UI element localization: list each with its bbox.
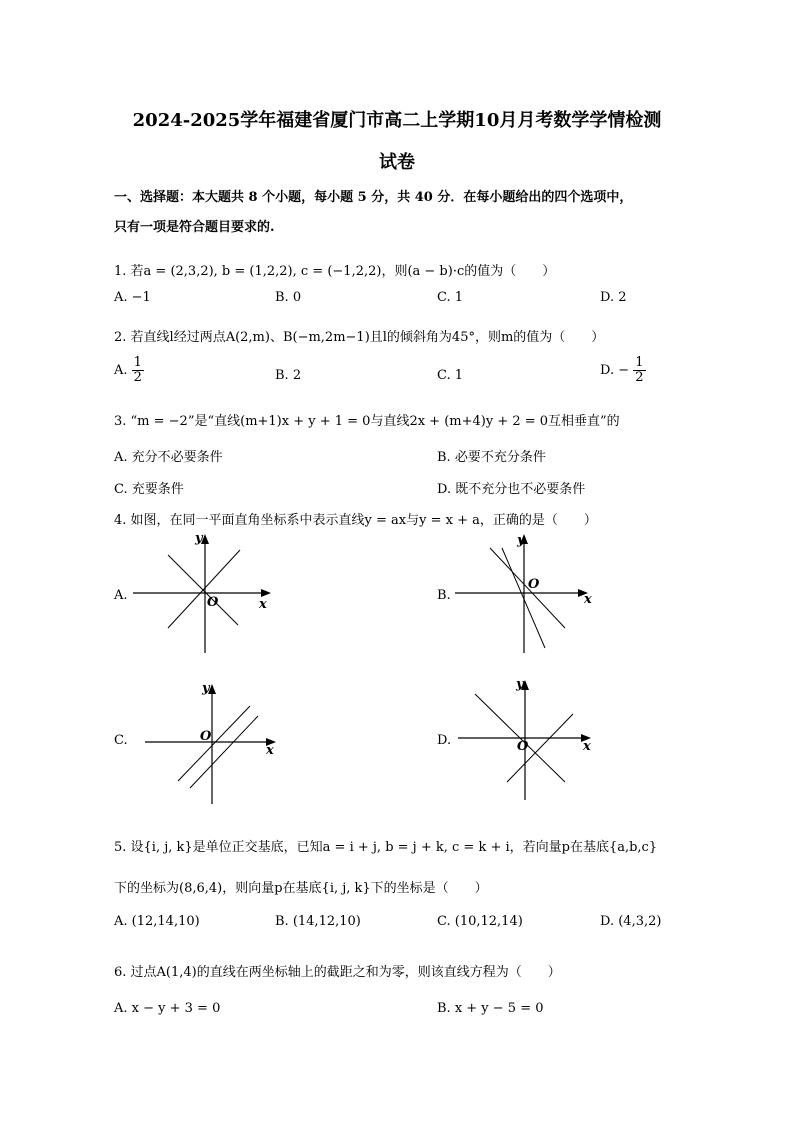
- exam-title-line2: 试卷: [379, 152, 415, 173]
- exam-title-line1: 2024-2025学年福建省厦门市高二上学期10月月考数学学情检测: [132, 110, 662, 131]
- question-4-option-c-label: C.: [114, 733, 128, 748]
- question-4-option-d-label: D.: [437, 733, 452, 748]
- question-5-stem: 5. 设{i, j, k}是单位正交基底，已知a = i + j, b = j + k, c = k + i，若向量p在基底{a,b,c}: [114, 840, 658, 855]
- fraction-numerator: 1: [133, 355, 142, 370]
- question-1-stem: 1. 若a = (2,3,2), b = (1,2,2), c = (−1,2,2)，则(a − b)·c的值为（ ）: [114, 264, 556, 279]
- question-6-option-b: B. x + y − 5 = 0: [437, 1001, 544, 1016]
- section1-instructions: 一、选择题：本大题共 8 个小题，每小题 5 分，共 40 分．在每小题给出的四个选项中，: [114, 190, 633, 205]
- question-4-figure-c: [140, 676, 290, 806]
- fraction-neg-one-half: [633, 356, 645, 385]
- question-2-option-a: [114, 356, 144, 385]
- question-2-option-c: C. 1: [437, 368, 464, 383]
- option-a-label: A.: [114, 363, 128, 378]
- question-1-option-d: D. 2: [600, 290, 627, 305]
- question-6-stem: 6. 过点A(1,4)的直线在两坐标轴上的截距之和为零，则该直线方程为（ ）: [114, 965, 561, 980]
- question-5-option-c: C. (10,12,14): [437, 914, 523, 929]
- origin-label: O: [207, 595, 219, 610]
- x-axis-label: x: [259, 597, 267, 612]
- section1-instructions-cont: 只有一项是符合题目要求的.: [114, 220, 275, 235]
- question-4-option-b-label: B.: [437, 588, 451, 603]
- question-2-option-d: [600, 356, 646, 385]
- question-1-option-a: A. −1: [114, 290, 151, 305]
- question-3-option-c: C. 充要条件: [114, 482, 184, 497]
- origin-label: O: [200, 729, 212, 744]
- question-5-option-b: B. (14,12,10): [275, 914, 361, 929]
- x-axis-label: x: [583, 739, 591, 754]
- origin-label: O: [517, 739, 529, 754]
- fraction-one-half: [132, 356, 144, 385]
- question-4-figure-d: [455, 672, 605, 802]
- question-1-option-c: C. 1: [437, 290, 464, 305]
- question-3-option-d: D. 既不充分也不必要条件: [437, 482, 586, 497]
- question-1-option-b: B. 0: [275, 290, 302, 305]
- y-axis-label: y: [517, 533, 525, 548]
- origin-label: O: [528, 577, 540, 592]
- x-axis-label: x: [584, 592, 592, 607]
- question-4-figure-b: [450, 528, 610, 658]
- question-4-option-a-label: A.: [114, 588, 128, 603]
- y-axis-label: y: [195, 531, 203, 546]
- question-5-option-d: D. (4,3,2): [600, 914, 662, 929]
- x-axis-label: x: [266, 743, 274, 758]
- question-2-option-b: B. 2: [275, 368, 302, 383]
- y-axis-label: y: [516, 677, 524, 692]
- fraction-denominator: 2: [635, 370, 644, 385]
- fraction-denominator: 2: [133, 370, 142, 385]
- question-4-figure-a: [125, 528, 285, 658]
- question-3-stem: 3. “m = −2”是“直线(m+1)x + y + 1 = 0与直线2x + (m+4)y + 2 = 0互相垂直”的: [114, 414, 620, 429]
- question-2-stem: 2. 若直线l经过两点A(2,m)、B(−m,2m−1)且l的倾斜角为45°，则m的值为（ ）: [114, 330, 605, 345]
- y-axis-label: y: [202, 681, 210, 696]
- fraction-numerator: 1: [635, 355, 644, 370]
- question-6-option-a: A. x − y + 3 = 0: [114, 1001, 221, 1016]
- option-d-label: D. −: [600, 363, 630, 378]
- question-4-stem: 4. 如图，在同一平面直角坐标系中表示直线y = ax与y = x + a，正确的是（ ）: [114, 513, 597, 528]
- question-5-option-a: A. (12,14,10): [114, 914, 200, 929]
- question-3-option-a: A. 充分不必要条件: [114, 450, 223, 465]
- question-5-stem-cont: 下的坐标为(8,6,4)，则向量p在基底{i, j, k}下的坐标是（ ）: [114, 881, 488, 896]
- question-3-option-b: B. 必要不充分条件: [437, 450, 546, 465]
